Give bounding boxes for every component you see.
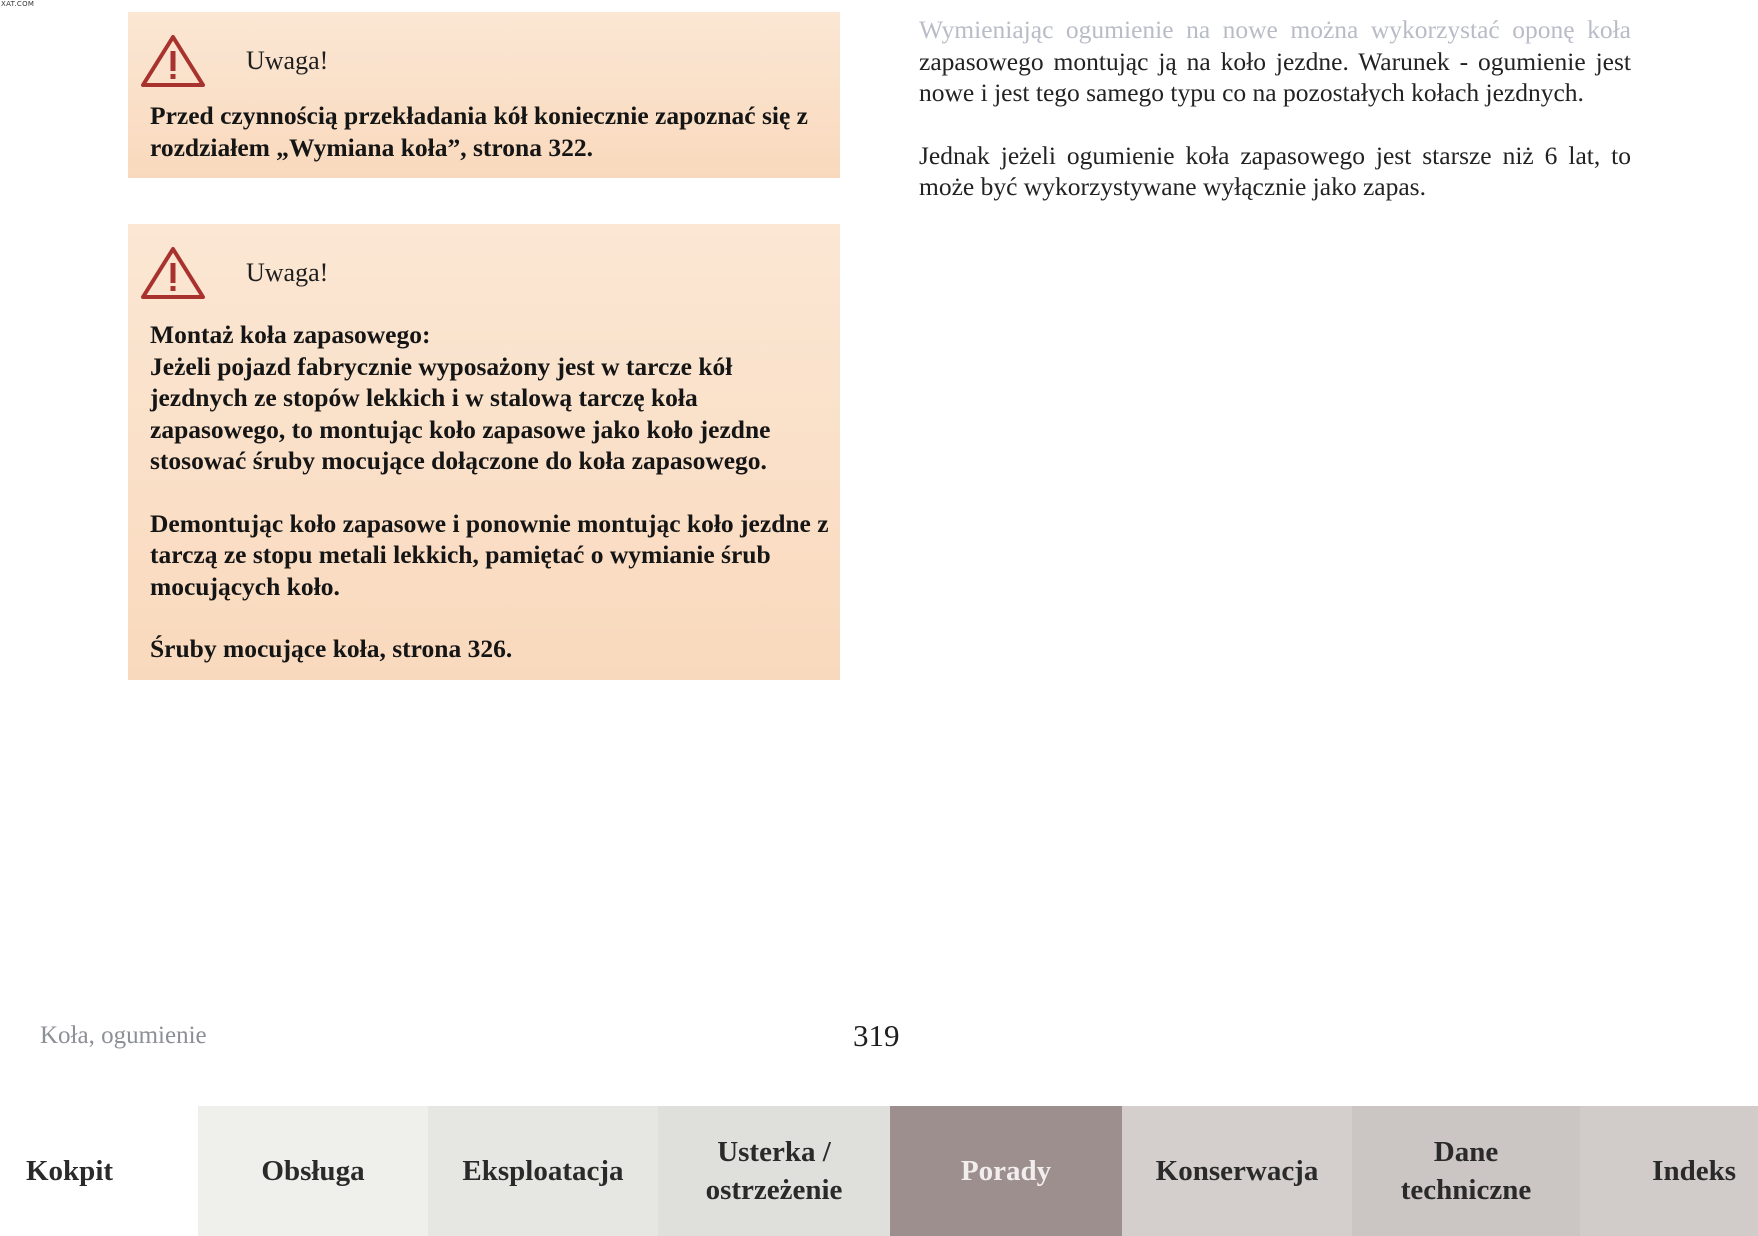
- tab-label: Eksploatacja: [462, 1155, 624, 1187]
- warning-paragraph: Przed czynnością przekładania kół koniecznie zapoznać się z rozdziałem „Wymiana koła”, strona 322.: [150, 101, 808, 162]
- tab-eksploatacja[interactable]: [428, 1106, 658, 1236]
- body-text: zapasowego montując ją na koło jezdne. Warunek - ogumienie jest nowe i jest tego samego typu co na pozostałych kołach jezdnych.: [919, 46, 1631, 107]
- section-name: Koła, ogumienie: [40, 1022, 207, 1049]
- warning-box-2: [128, 224, 840, 680]
- warning-heading: Uwaga!: [246, 258, 329, 287]
- tab-label: Obsługa: [261, 1155, 365, 1187]
- tab-dane-techniczne[interactable]: [1352, 1106, 1580, 1236]
- warning-box-1: [128, 12, 840, 178]
- warning-triangle-icon: [140, 246, 206, 300]
- tab-label: Porady: [960, 1155, 1052, 1187]
- warning-header: [140, 246, 328, 300]
- tab-obsluga[interactable]: [198, 1106, 428, 1236]
- right-column-text: [919, 14, 1631, 234]
- warning-paragraph: Śruby mocujące koła, strona 326.: [150, 634, 513, 663]
- tab-konserwacja[interactable]: [1122, 1106, 1352, 1236]
- tab-label: ostrzeżenie: [705, 1174, 843, 1206]
- tab-label: techniczne: [1400, 1174, 1532, 1206]
- tab-label: Usterka /: [717, 1136, 831, 1168]
- tab-label: Kokpit: [26, 1155, 114, 1187]
- warning-heading: Uwaga!: [246, 46, 329, 75]
- warning-paragraph: Demontując koło zapasowe i ponownie montując koło jezdne z tarczą ze stopu metali lekkich, pamiętać o wymianie śrub mocujących koło.: [150, 508, 829, 601]
- warning-triangle-icon: [140, 34, 206, 88]
- tab-label: Dane: [1433, 1136, 1499, 1168]
- tab-label: Indeks: [1652, 1155, 1736, 1187]
- tab-kokpit[interactable]: [0, 1106, 198, 1236]
- warning-paragraph: Montaż koła zapasowego: Jeżeli pojazd fabrycznie wyposażony jest w tarcze kół jezdnych ze stopów lekkich i w stalową tarczę koła zapasowego, to montując koło zapasowe jako koło jezdne stosować śruby mocujące dołączone do koła zapasowego.: [150, 320, 771, 475]
- body-paragraph: [919, 14, 1631, 109]
- faded-text-line: Wymieniając ogumienie na nowe można wykorzystać oponę koła: [919, 15, 1631, 44]
- warning-text: [150, 100, 832, 163]
- tab-usterka-ostrzezenie[interactable]: [658, 1106, 890, 1236]
- warning-header: [140, 34, 328, 88]
- tab-porady[interactable]: [890, 1106, 1122, 1236]
- body-paragraph: Jednak jeżeli ogumienie koła zapasowego jest starsze niż 6 lat, to może być wykorzystywane wyłącznie jako zapas.: [919, 140, 1631, 201]
- watermark: XAT.COM: [1, 0, 35, 8]
- tab-indeks[interactable]: [1580, 1106, 1758, 1236]
- chapter-tab-bar: [0, 1106, 1758, 1236]
- tab-label: Konserwacja: [1155, 1155, 1319, 1187]
- warning-text: [150, 319, 832, 665]
- page-number: 319: [853, 1018, 900, 1053]
